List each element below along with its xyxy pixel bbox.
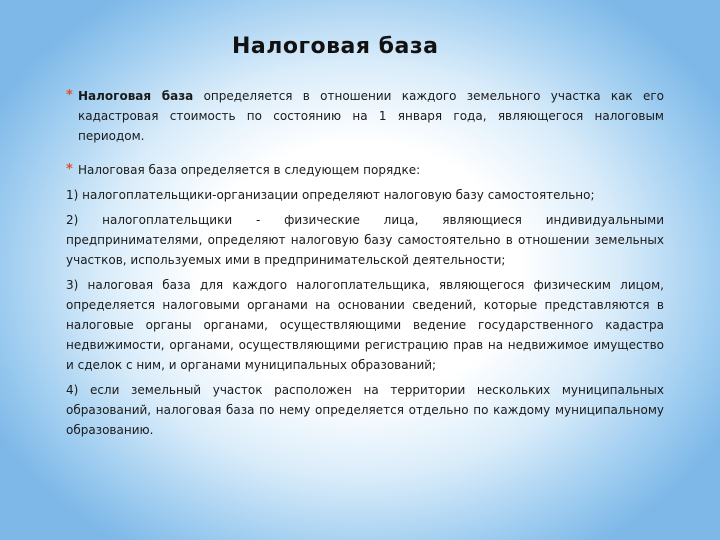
bullet-marker-icon: * <box>66 88 73 103</box>
list-item-1: 1) налогоплательщики-организации определяют налоговую базу самостоятельно; <box>66 188 595 202</box>
bullet-item-1 <box>66 86 664 146</box>
bullet-marker-icon: * <box>66 162 73 177</box>
slide-content <box>66 86 664 445</box>
bullet-1-text <box>78 86 664 146</box>
bullet-item-2 <box>66 160 664 180</box>
bullet-1-term: Налоговая база <box>78 89 194 103</box>
list-item-2: 2) налогоплательщики - физические лица, являющиеся индивидуальными предпринимателями, определяют налоговую базу самостоятельно в отношении земельных участков, используемых ими в предпринимательской деятельности; <box>66 213 664 267</box>
bullet-1-body: определяется в отношении каждого земельного участка как его кадастровая стоимость по состоянию на 1 января года, являющегося налоговым периодом. <box>78 89 664 143</box>
list-item-4: 4) если земельный участок расположен на территории нескольких муниципальных образований, налоговая база по нему определяется отдельно по каждому муниципальному образованию. <box>66 383 664 437</box>
bullet-2-text: Налоговая база определяется в следующем порядке: <box>78 163 421 177</box>
slide-title: Налоговая база <box>232 34 439 59</box>
list-item-3: 3) налоговая база для каждого налогоплательщика, являющегося физическим лицом, определяется налоговыми органами на основании сведений, которые представляются в налоговые органы органами, осуществляющими ведение государственного кадастра недвижимости, органами, осуществляющими регистрацию прав на недвижимое имущество и сделок с ним, и органами муниципальных образований; <box>66 278 664 372</box>
